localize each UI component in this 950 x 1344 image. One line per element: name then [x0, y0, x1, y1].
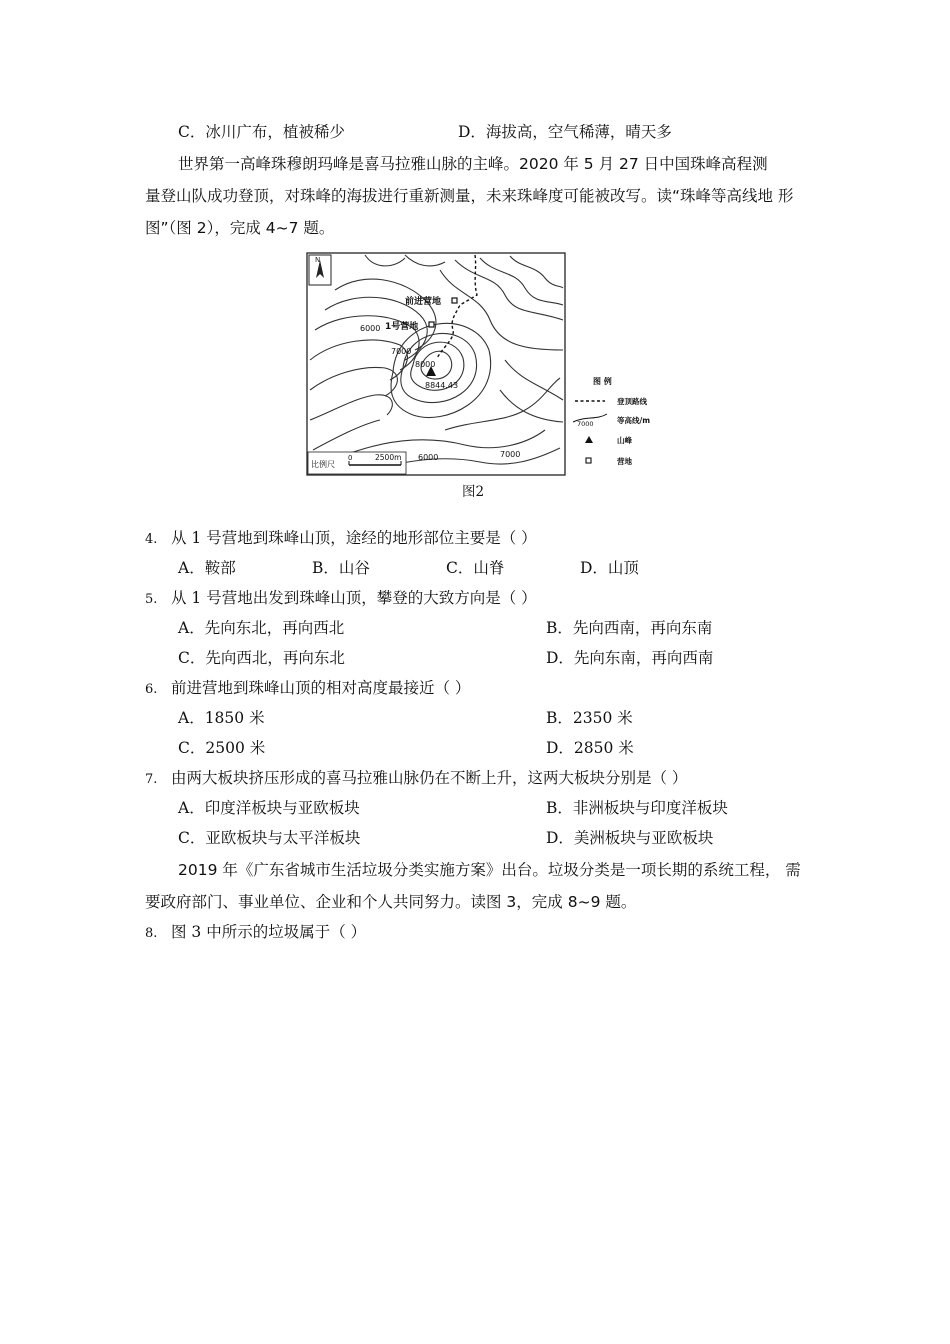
everest-contour-map	[305, 250, 675, 500]
q7-option-a: A．印度洋板块与亚欧板块	[178, 799, 360, 817]
q4-option-a: A．鞍部	[178, 559, 236, 577]
question-8	[145, 920, 366, 942]
contour-label-8000: 8000	[415, 360, 436, 369]
legend-title: 图 例	[593, 377, 612, 386]
intro-paragraph-line3: 图”（图 2），完成 4~7 题。	[145, 219, 335, 237]
legend-contour-label: 等高线/m	[617, 416, 651, 425]
intro2-paragraph-line2: 要政府部门、事业单位、企业和个人共同努力。读图 3，完成 8~9 题。	[145, 893, 637, 911]
question-5-number: 5.	[145, 592, 158, 607]
question-8-text: 图 3 中所示的垃圾属于（ ）	[171, 923, 367, 941]
intro-paragraph-line2: 量登山队成功登顶，对珠峰的海拔进行重新测量，未来珠峰度可能被改写。读“珠峰等高线地 形	[145, 187, 794, 205]
q6-option-b: B．2350 米	[546, 709, 633, 727]
camp-1-label: 1号营地	[385, 322, 419, 332]
map-frame	[307, 253, 565, 475]
question-6-text: 前进营地到珠峰山顶的相对高度最接近（ ）	[171, 679, 471, 697]
question-4-number: 4.	[145, 532, 158, 547]
legend-route-label: 登顶路线	[617, 397, 647, 406]
q5-option-b: B．先向西南，再向东南	[546, 619, 713, 637]
contour-label-7000: 7000	[391, 347, 412, 356]
q5-option-a: A．先向东北，再向西北	[178, 619, 345, 637]
contour-label-6000-left: 6000	[360, 324, 381, 333]
contour-label-7000-bottom: 7000	[500, 450, 521, 459]
legend-camp-label: 营地	[617, 457, 632, 466]
question-8-number: 8.	[145, 926, 158, 941]
question-7	[145, 766, 687, 788]
q6-option-d: D．2850 米	[546, 739, 634, 757]
legend-camp-icon	[586, 458, 591, 463]
question-7-number: 7.	[145, 772, 158, 787]
scale-value: 2500m	[375, 453, 402, 462]
north-label: N	[315, 256, 321, 264]
scale-label: 比例尺	[311, 460, 335, 469]
forward-camp-label: 前进营地	[405, 297, 442, 307]
q4-option-d: D．山顶	[580, 559, 639, 577]
option-c-prev: C．冰川广布，植被稀少	[178, 123, 345, 141]
question-5	[145, 586, 537, 608]
intro-paragraph-line1: 世界第一高峰珠穆朗玛峰是喜马拉雅山脉的主峰。2020 年 5 月 27 日中国珠峰高程测	[178, 155, 768, 173]
q4-option-c: C．山脊	[446, 559, 505, 577]
legend	[573, 376, 650, 466]
question-4	[145, 526, 537, 548]
legend-peak-icon	[585, 436, 593, 443]
q7-option-d: D．美洲板块与亚欧板块	[546, 829, 714, 847]
contour-label-6000-bottom: 6000	[418, 453, 439, 462]
forward-camp-marker	[452, 298, 457, 303]
summit-elevation-label: 8844.43	[425, 381, 459, 390]
intro2-paragraph-line1: 2019 年《广东省城市生活垃圾分类实施方案》出台。垃圾分类是一项长期的系统工程， 需	[178, 861, 801, 879]
question-5-text: 从 1 号营地出发到珠峰山顶，攀登的大致方向是（ ）	[171, 589, 537, 607]
figure-caption: 图2	[462, 484, 485, 500]
camp-1-marker	[429, 322, 434, 327]
legend-contour-sample: 7000	[577, 420, 594, 428]
question-6	[145, 676, 470, 698]
question-4-text: 从 1 号营地到珠峰山顶，途经的地形部位主要是（ ）	[171, 529, 537, 547]
q6-option-c: C．2500 米	[178, 739, 266, 757]
question-7-text: 由两大板块挤压形成的喜马拉雅山脉仍在不断上升，这两大板块分别是（ ）	[171, 769, 688, 787]
q5-option-c: C．先向西北，再向东北	[178, 649, 345, 667]
q7-option-c: C．亚欧板块与太平洋板块	[178, 829, 361, 847]
option-d-prev: D．海拔高，空气稀薄，晴天多	[458, 123, 672, 141]
scale-zero: 0	[348, 454, 353, 462]
q7-option-b: B．非洲板块与印度洋板块	[546, 799, 728, 817]
q4-option-b: B．山谷	[312, 559, 370, 577]
question-6-number: 6.	[145, 682, 158, 697]
q6-option-a: A．1850 米	[178, 709, 265, 727]
q5-option-d: D．先向东南，再向西南	[546, 649, 714, 667]
legend-peak-label: 山峰	[617, 436, 632, 445]
